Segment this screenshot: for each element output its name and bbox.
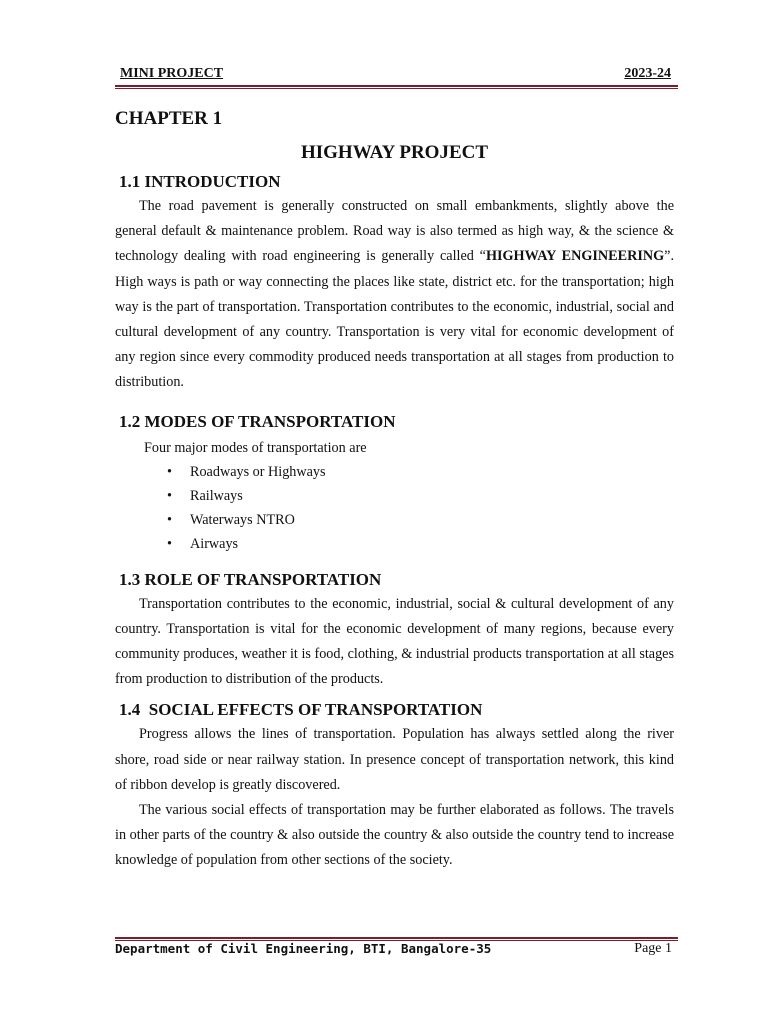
section-modes: [115, 410, 674, 556]
role-paragraph: Transportation contributes to the economic, industrial, social & cultural development of any country. Transportation is vital for the economic development of many regions, because every community produces, weather it is food, clothing, & industrial products transportation at all stages from production to distribution of the products.: [115, 595, 674, 688]
list-item: [167, 460, 674, 484]
header-year: 2023-24: [624, 66, 671, 81]
social-paragraph-2: The various social effects of transportation may be further elaborated as follows. The travels in other parts of the country & also outside the country & also outside the country tend to increase knowledge of population from other sections of the society.: [115, 802, 674, 869]
intro-text-b: ”. High ways is path or way connecting the places like state, district etc. for the transportation; high way is the part of transportation. Transportation contributes to the economic, industrial, social and cultural development of any country. Transportation is very vital for economic development of any region since every commodity produced needs transportation at all stages from production to distribution.: [115, 248, 675, 391]
bullet-icon: •: [167, 463, 172, 480]
list-item: [167, 484, 674, 508]
header-project-label: MINI PROJECT: [120, 66, 224, 81]
section-role: [115, 568, 674, 693]
chapter-title: HIGHWAY PROJECT: [300, 142, 489, 163]
header-rule-thick: [115, 85, 678, 87]
list-item-text: Roadways or Highways: [190, 463, 326, 480]
list-item: [167, 508, 674, 532]
list-item-text: Waterways NTRO: [190, 511, 295, 528]
footer-rule-thick: [115, 937, 678, 939]
bullet-icon: •: [167, 487, 172, 504]
intro-paragraph: [115, 194, 674, 396]
list-item-text: Airways: [190, 535, 239, 552]
page-content: [115, 100, 674, 874]
section-social-effects: [115, 698, 674, 873]
bullet-icon: •: [167, 511, 172, 528]
footer-department: Department of Civil Engineering, BTI, Bangalore-35: [115, 941, 492, 956]
list-item: [167, 532, 674, 556]
intro-text-a: The road pavement is generally constructed on small embankments, slightly above the general default & maintenance problem. Road way is also termed as high way, & the science & technology dealing with road engineering is generally called “: [115, 198, 674, 265]
modes-list: [115, 460, 674, 556]
list-item-text: Railways: [190, 487, 243, 504]
section-heading: 1.4 SOCIAL EFFECTS OF TRANSPORTATION: [119, 700, 483, 720]
section-heading: 1.1 INTRODUCTION: [119, 172, 281, 191]
section-introduction: [115, 170, 674, 396]
section-heading: 1.3 ROLE OF TRANSPORTATION: [119, 569, 382, 589]
section-heading: 1.2 MODES OF TRANSPORTATION: [119, 411, 396, 431]
modes-lead: Four major modes of transportation are: [144, 439, 367, 456]
chapter-heading: CHAPTER 1: [115, 108, 223, 129]
social-paragraph-1: Progress allows the lines of transportation. Population has always settled along the river shore, road side or near railway station. In presence concept of transportation network, this kind of ribbon develop is greatly discovered.: [115, 726, 674, 793]
page-header: [115, 66, 678, 86]
bullet-icon: •: [167, 535, 172, 552]
footer-page-number: Page 1: [634, 941, 672, 956]
header-rule-thin: [115, 88, 678, 89]
intro-bold-term: HIGHWAY ENGINEERING: [485, 248, 665, 265]
